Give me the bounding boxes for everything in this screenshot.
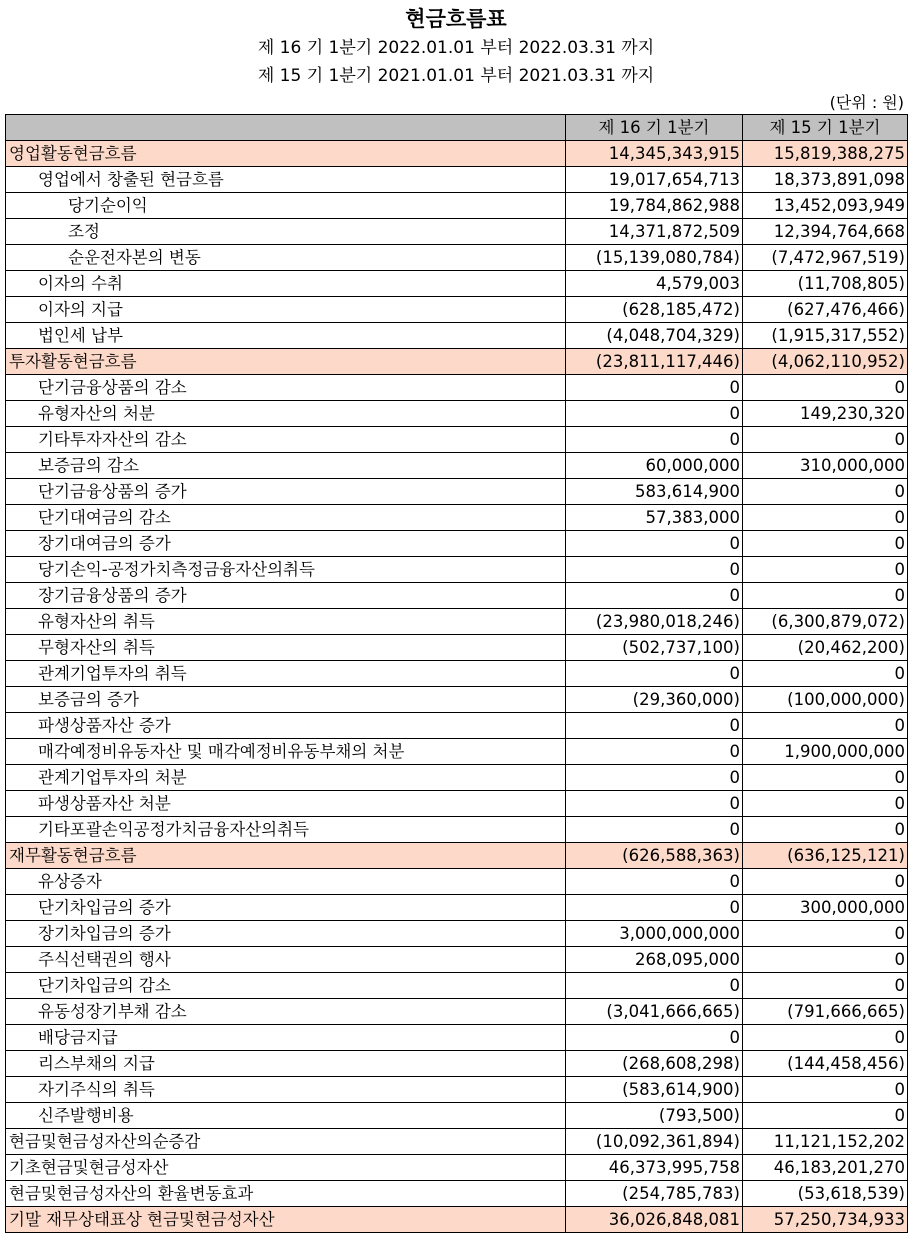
row-label: 법인세 납부 bbox=[6, 323, 566, 349]
row-label: 투자활동현금흐름 bbox=[6, 349, 566, 375]
row-label: 기타투자자산의 감소 bbox=[6, 427, 566, 453]
table-row bbox=[6, 1077, 908, 1103]
value-current: (628,185,472) bbox=[566, 297, 743, 323]
table-row bbox=[6, 323, 908, 349]
row-label: 단기금융상품의 감소 bbox=[6, 375, 566, 401]
value-prior: (6,300,879,072) bbox=[743, 609, 908, 635]
value-current: 0 bbox=[566, 791, 743, 817]
page-title: 현금흐름표 bbox=[405, 6, 507, 31]
period-prior: 제 15 기 1분기 2021.01.01 부터 2021.03.31 까지 bbox=[257, 66, 655, 86]
value-prior: 149,230,320 bbox=[743, 401, 908, 427]
value-prior: (4,062,110,952) bbox=[743, 349, 908, 375]
table-row bbox=[6, 167, 908, 193]
value-current: (583,614,900) bbox=[566, 1077, 743, 1103]
table-row bbox=[6, 1181, 908, 1207]
table-row bbox=[6, 193, 908, 219]
value-current: (29,360,000) bbox=[566, 687, 743, 713]
value-prior: 0 bbox=[743, 791, 908, 817]
value-prior: (53,618,539) bbox=[743, 1181, 908, 1207]
row-label: 현금및현금성자산의 환율변동효과 bbox=[6, 1181, 566, 1207]
value-current: 583,614,900 bbox=[566, 479, 743, 505]
row-label: 현금및현금성자산의순증감 bbox=[6, 1129, 566, 1155]
table-section-row bbox=[6, 843, 908, 869]
row-label: 순운전자본의 변동 bbox=[6, 245, 566, 271]
row-label: 기초현금및현금성자산 bbox=[6, 1155, 566, 1181]
value-prior: 0 bbox=[743, 713, 908, 739]
value-current: (23,980,018,246) bbox=[566, 609, 743, 635]
table-section-row bbox=[6, 141, 908, 167]
unit-label: (단위 : 원) bbox=[829, 93, 904, 112]
row-label: 이자의 지급 bbox=[6, 297, 566, 323]
value-current: 0 bbox=[566, 765, 743, 791]
value-current: (23,811,117,446) bbox=[566, 349, 743, 375]
row-label: 기말 재무상태표상 현금및현금성자산 bbox=[6, 1207, 566, 1233]
period-current: 제 16 기 1분기 2022.01.01 부터 2022.03.31 까지 bbox=[257, 38, 655, 58]
value-prior: 12,394,764,668 bbox=[743, 219, 908, 245]
value-current: 60,000,000 bbox=[566, 453, 743, 479]
value-current: 14,371,872,509 bbox=[566, 219, 743, 245]
row-label: 단기대여금의 감소 bbox=[6, 505, 566, 531]
value-current: 0 bbox=[566, 531, 743, 557]
value-prior: 15,819,388,275 bbox=[743, 141, 908, 167]
value-prior: 13,452,093,949 bbox=[743, 193, 908, 219]
value-current: 4,579,003 bbox=[566, 271, 743, 297]
value-prior: 0 bbox=[743, 505, 908, 531]
row-label: 관계기업투자의 처분 bbox=[6, 765, 566, 791]
column-header-current: 제 16 기 1분기 bbox=[566, 115, 743, 141]
value-current: (15,139,080,784) bbox=[566, 245, 743, 271]
table-row bbox=[6, 921, 908, 947]
table-row bbox=[6, 713, 908, 739]
value-prior: 18,373,891,098 bbox=[743, 167, 908, 193]
value-current: (626,588,363) bbox=[566, 843, 743, 869]
value-current: 0 bbox=[566, 973, 743, 999]
row-label: 당기손익-공정가치측정금융자산의취득 bbox=[6, 557, 566, 583]
table-row bbox=[6, 869, 908, 895]
row-label: 리스부채의 지급 bbox=[6, 1051, 566, 1077]
table-row bbox=[6, 609, 908, 635]
value-prior: 57,250,734,933 bbox=[743, 1207, 908, 1233]
row-label: 영업에서 창출된 현금흐름 bbox=[6, 167, 566, 193]
row-label: 유동성장기부채 감소 bbox=[6, 999, 566, 1025]
table-section-row bbox=[6, 1207, 908, 1233]
row-label: 파생상품자산 증가 bbox=[6, 713, 566, 739]
table-row bbox=[6, 817, 908, 843]
row-label: 당기순이익 bbox=[6, 193, 566, 219]
value-prior: (100,000,000) bbox=[743, 687, 908, 713]
table-row bbox=[6, 1025, 908, 1051]
table-row bbox=[6, 895, 908, 921]
value-current: (268,608,298) bbox=[566, 1051, 743, 1077]
row-label: 장기금융상품의 증가 bbox=[6, 583, 566, 609]
table-row bbox=[6, 271, 908, 297]
table-row bbox=[6, 505, 908, 531]
value-prior: (7,472,967,519) bbox=[743, 245, 908, 271]
table-row bbox=[6, 479, 908, 505]
table-row bbox=[6, 427, 908, 453]
value-current: 0 bbox=[566, 401, 743, 427]
row-label: 파생상품자산 처분 bbox=[6, 791, 566, 817]
row-label: 단기차입금의 증가 bbox=[6, 895, 566, 921]
value-current: 0 bbox=[566, 739, 743, 765]
value-current: 0 bbox=[566, 895, 743, 921]
value-prior: 0 bbox=[743, 1103, 908, 1129]
value-prior: 11,121,152,202 bbox=[743, 1129, 908, 1155]
row-label: 유형자산의 처분 bbox=[6, 401, 566, 427]
value-prior: 0 bbox=[743, 479, 908, 505]
table-row bbox=[6, 687, 908, 713]
value-prior: (1,915,317,552) bbox=[743, 323, 908, 349]
value-current: 36,026,848,081 bbox=[566, 1207, 743, 1233]
row-label: 보증금의 증가 bbox=[6, 687, 566, 713]
table-row bbox=[6, 453, 908, 479]
value-prior: 0 bbox=[743, 375, 908, 401]
value-prior: 0 bbox=[743, 531, 908, 557]
value-prior: (791,666,665) bbox=[743, 999, 908, 1025]
value-current: 46,373,995,758 bbox=[566, 1155, 743, 1181]
table-row bbox=[6, 1051, 908, 1077]
value-prior: 0 bbox=[743, 1077, 908, 1103]
value-prior: 310,000,000 bbox=[743, 453, 908, 479]
column-header-prior: 제 15 기 1분기 bbox=[743, 115, 908, 141]
row-label: 무형자산의 취득 bbox=[6, 635, 566, 661]
value-prior: 0 bbox=[743, 1025, 908, 1051]
table-row bbox=[6, 375, 908, 401]
table-row bbox=[6, 1129, 908, 1155]
value-current: 0 bbox=[566, 427, 743, 453]
table-row bbox=[6, 557, 908, 583]
value-prior: (636,125,121) bbox=[743, 843, 908, 869]
value-current: 0 bbox=[566, 661, 743, 687]
row-label: 자기주식의 취득 bbox=[6, 1077, 566, 1103]
value-prior: 0 bbox=[743, 817, 908, 843]
table-row bbox=[6, 947, 908, 973]
value-current: 0 bbox=[566, 713, 743, 739]
row-label: 매각예정비유동자산 및 매각예정비유동부채의 처분 bbox=[6, 739, 566, 765]
value-current: 268,095,000 bbox=[566, 947, 743, 973]
value-prior: 0 bbox=[743, 583, 908, 609]
value-current: 0 bbox=[566, 869, 743, 895]
value-prior: (11,708,805) bbox=[743, 271, 908, 297]
row-label: 신주발행비용 bbox=[6, 1103, 566, 1129]
table-row bbox=[6, 661, 908, 687]
table-row bbox=[6, 635, 908, 661]
column-header-label bbox=[6, 115, 566, 141]
value-prior: 0 bbox=[743, 869, 908, 895]
value-prior: 0 bbox=[743, 921, 908, 947]
table-row bbox=[6, 973, 908, 999]
row-label: 기타포괄손익공정가치금융자산의취득 bbox=[6, 817, 566, 843]
row-label: 단기금융상품의 증가 bbox=[6, 479, 566, 505]
table-row bbox=[6, 297, 908, 323]
value-prior: 0 bbox=[743, 973, 908, 999]
value-current: 14,345,343,915 bbox=[566, 141, 743, 167]
table-row bbox=[6, 1155, 908, 1181]
row-label: 유형자산의 취득 bbox=[6, 609, 566, 635]
value-prior: (627,476,466) bbox=[743, 297, 908, 323]
value-current: 3,000,000,000 bbox=[566, 921, 743, 947]
value-prior: (144,458,456) bbox=[743, 1051, 908, 1077]
value-prior: 0 bbox=[743, 661, 908, 687]
table-row bbox=[6, 401, 908, 427]
table-row bbox=[6, 739, 908, 765]
value-prior: 0 bbox=[743, 427, 908, 453]
cash-flow-table bbox=[5, 114, 908, 1233]
value-current: (793,500) bbox=[566, 1103, 743, 1129]
row-label: 이자의 수취 bbox=[6, 271, 566, 297]
value-prior: 46,183,201,270 bbox=[743, 1155, 908, 1181]
table-row bbox=[6, 791, 908, 817]
row-label: 주식선택권의 행사 bbox=[6, 947, 566, 973]
table-section-row bbox=[6, 349, 908, 375]
row-label: 장기대여금의 증가 bbox=[6, 531, 566, 557]
row-label: 보증금의 감소 bbox=[6, 453, 566, 479]
row-label: 재무활동현금흐름 bbox=[6, 843, 566, 869]
table-row bbox=[6, 245, 908, 271]
value-prior: 300,000,000 bbox=[743, 895, 908, 921]
value-current: (4,048,704,329) bbox=[566, 323, 743, 349]
table-row bbox=[6, 219, 908, 245]
table-row bbox=[6, 999, 908, 1025]
table-row bbox=[6, 1103, 908, 1129]
value-current: (10,092,361,894) bbox=[566, 1129, 743, 1155]
value-prior: 0 bbox=[743, 557, 908, 583]
value-prior: 0 bbox=[743, 947, 908, 973]
value-current: 0 bbox=[566, 583, 743, 609]
value-prior: 0 bbox=[743, 765, 908, 791]
value-current: (502,737,100) bbox=[566, 635, 743, 661]
table-row bbox=[6, 765, 908, 791]
row-label: 단기차입금의 감소 bbox=[6, 973, 566, 999]
table-row bbox=[6, 531, 908, 557]
value-prior: 1,900,000,000 bbox=[743, 739, 908, 765]
row-label: 장기차입금의 증가 bbox=[6, 921, 566, 947]
row-label: 유상증자 bbox=[6, 869, 566, 895]
value-current: (254,785,783) bbox=[566, 1181, 743, 1207]
value-current: 57,383,000 bbox=[566, 505, 743, 531]
row-label: 영업활동현금흐름 bbox=[6, 141, 566, 167]
row-label: 관계기업투자의 취득 bbox=[6, 661, 566, 687]
table-header-row bbox=[6, 115, 908, 141]
row-label: 배당금지급 bbox=[6, 1025, 566, 1051]
value-current: 0 bbox=[566, 817, 743, 843]
table-row bbox=[6, 583, 908, 609]
value-current: 19,784,862,988 bbox=[566, 193, 743, 219]
value-current: 0 bbox=[566, 375, 743, 401]
value-current: 19,017,654,713 bbox=[566, 167, 743, 193]
value-current: 0 bbox=[566, 557, 743, 583]
value-current: (3,041,666,665) bbox=[566, 999, 743, 1025]
value-prior: (20,462,200) bbox=[743, 635, 908, 661]
row-label: 조정 bbox=[6, 219, 566, 245]
value-current: 0 bbox=[566, 1025, 743, 1051]
